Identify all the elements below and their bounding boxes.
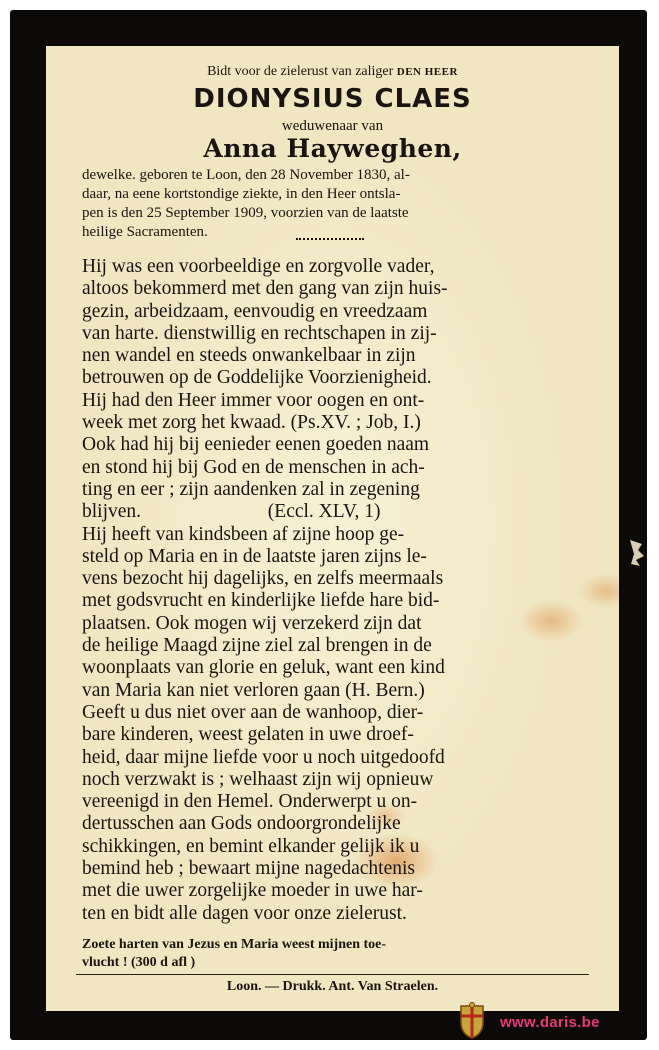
eulogy-line: Geeft u dus niet over aan de wanhoop, dier- — [82, 701, 424, 723]
eulogy-line: ten en bidt alle dagen voor onze zielerust. — [82, 902, 407, 924]
eulogy-line: plaatsen. Ook mogen wij verzekerd zijn dat — [82, 612, 422, 634]
eulogy-line: Hij was een voorbeeldige en zorgvolle vader, — [82, 256, 435, 277]
intro-line — [46, 64, 619, 80]
bio-line: dewelke. geboren te Loon, den 28 November 1830, al- — [82, 167, 410, 183]
top-rule — [76, 974, 589, 975]
biography — [82, 166, 582, 242]
spouse-name: Anna Hayweghen, — [203, 134, 462, 163]
eulogy-line: week met zorg het kwaad. (Ps.XV. ; Job, I.) — [82, 412, 421, 434]
eulogy-line: Ook had hij bij eenieder eenen goeden naam — [82, 434, 430, 456]
eulogy-line: de heilige Maagd zijne ziel zal brengen in de — [82, 635, 432, 657]
eulogy-line: altoos bekommerd met den gang van zijn huis- — [82, 278, 448, 300]
eulogy-line: nen wandel en steeds onwankelbaar in zijn — [82, 345, 416, 367]
eulogy-line: met die uwer zorgelijke moeder in uwe har- — [82, 880, 423, 902]
eulogy-line: Hij had den Heer immer voor oogen en ont- — [82, 389, 425, 411]
memorial-card — [46, 46, 619, 1011]
coat-of-arms-logo — [458, 1002, 486, 1040]
printer-line: Loon. — Drukk. Ant. Van Straelen. — [226, 979, 439, 994]
eulogy-line: gezin, arbeidzaam, eenvoudig en vreedzaam — [82, 300, 428, 322]
intro-text: Bidt voor de zielerust van zaliger — [207, 64, 394, 79]
closing-line: Zoete harten van Jezus en Maria weest mijnen toe- — [82, 937, 387, 952]
eulogy-line: bare kinderen, weest gelaten in uwe droef- — [82, 724, 414, 746]
bio-line: pen is den 25 September 1909, voorzien van de laatste — [82, 205, 409, 221]
closing-line: vlucht ! (300 d afl ) — [82, 955, 196, 970]
eulogy-line: bemind heb ; bewaart mijne nagedachtenis — [82, 858, 416, 880]
eulogy-line: heid, daar mijne liefde voor u noch uitgedoofd — [82, 746, 445, 768]
paper-tear-mark — [628, 538, 646, 568]
deceased-name: DIONYSIUS CLAES — [193, 84, 472, 114]
eulogy-line: met godsvrucht en kinderlijke liefde hare bid- — [82, 590, 440, 612]
dotted-divider — [296, 238, 364, 240]
eulogy-line: en stond hij bij God en de menschen in ach- — [82, 456, 425, 478]
eulogy-line: noch verzwakt is ; welhaast zijn wij opnieuw — [82, 768, 434, 790]
watermark: www.daris.be — [500, 1014, 600, 1031]
eulogy-line: vereenigd in den Hemel. Onderwerpt u on- — [82, 791, 418, 813]
bio-line: heilige Sacramenten. — [82, 224, 208, 240]
eulogy-line: van harte. dienstwillig en rechtschapen in zij- — [82, 322, 437, 344]
eulogy-line: ting en eer ; zijn aandenken zal in zegening — [82, 478, 420, 500]
eulogy-line: van Maria kan niet verloren gaan (H. Bern.) — [82, 679, 425, 701]
intro-title: DEN HEER — [396, 66, 458, 78]
eulogy-line: dertusschen aan Gods ondoorgrondelijke — [82, 813, 401, 835]
eulogy-text — [82, 256, 582, 925]
eulogy-line: steld op Maria en in de laatste jaren zijns le- — [82, 545, 427, 567]
eulogy-line: vens bezocht hij dagelijks, en zelfs meermaals — [82, 568, 444, 590]
bio-line: daar, na eene kortstondige ziekte, in den Heer ontsla- — [82, 186, 401, 202]
eulogy-line: betrouwen op de Goddelijke Voorzienigheid. — [82, 367, 432, 389]
relation-line: weduwenaar van — [281, 118, 384, 134]
eulogy-line: schikkingen, en bemint elkander gelijk ik u — [82, 835, 420, 857]
eulogy-line: woonplaats van glorie en geluk, want een kind — [82, 657, 445, 679]
closing-prayer — [82, 936, 386, 972]
eulogy-line: blijven. (Eccl. XLV, 1) — [82, 501, 381, 523]
eulogy-line: Hij heeft van kindsbeen af zijne hoop ge- — [82, 523, 405, 545]
